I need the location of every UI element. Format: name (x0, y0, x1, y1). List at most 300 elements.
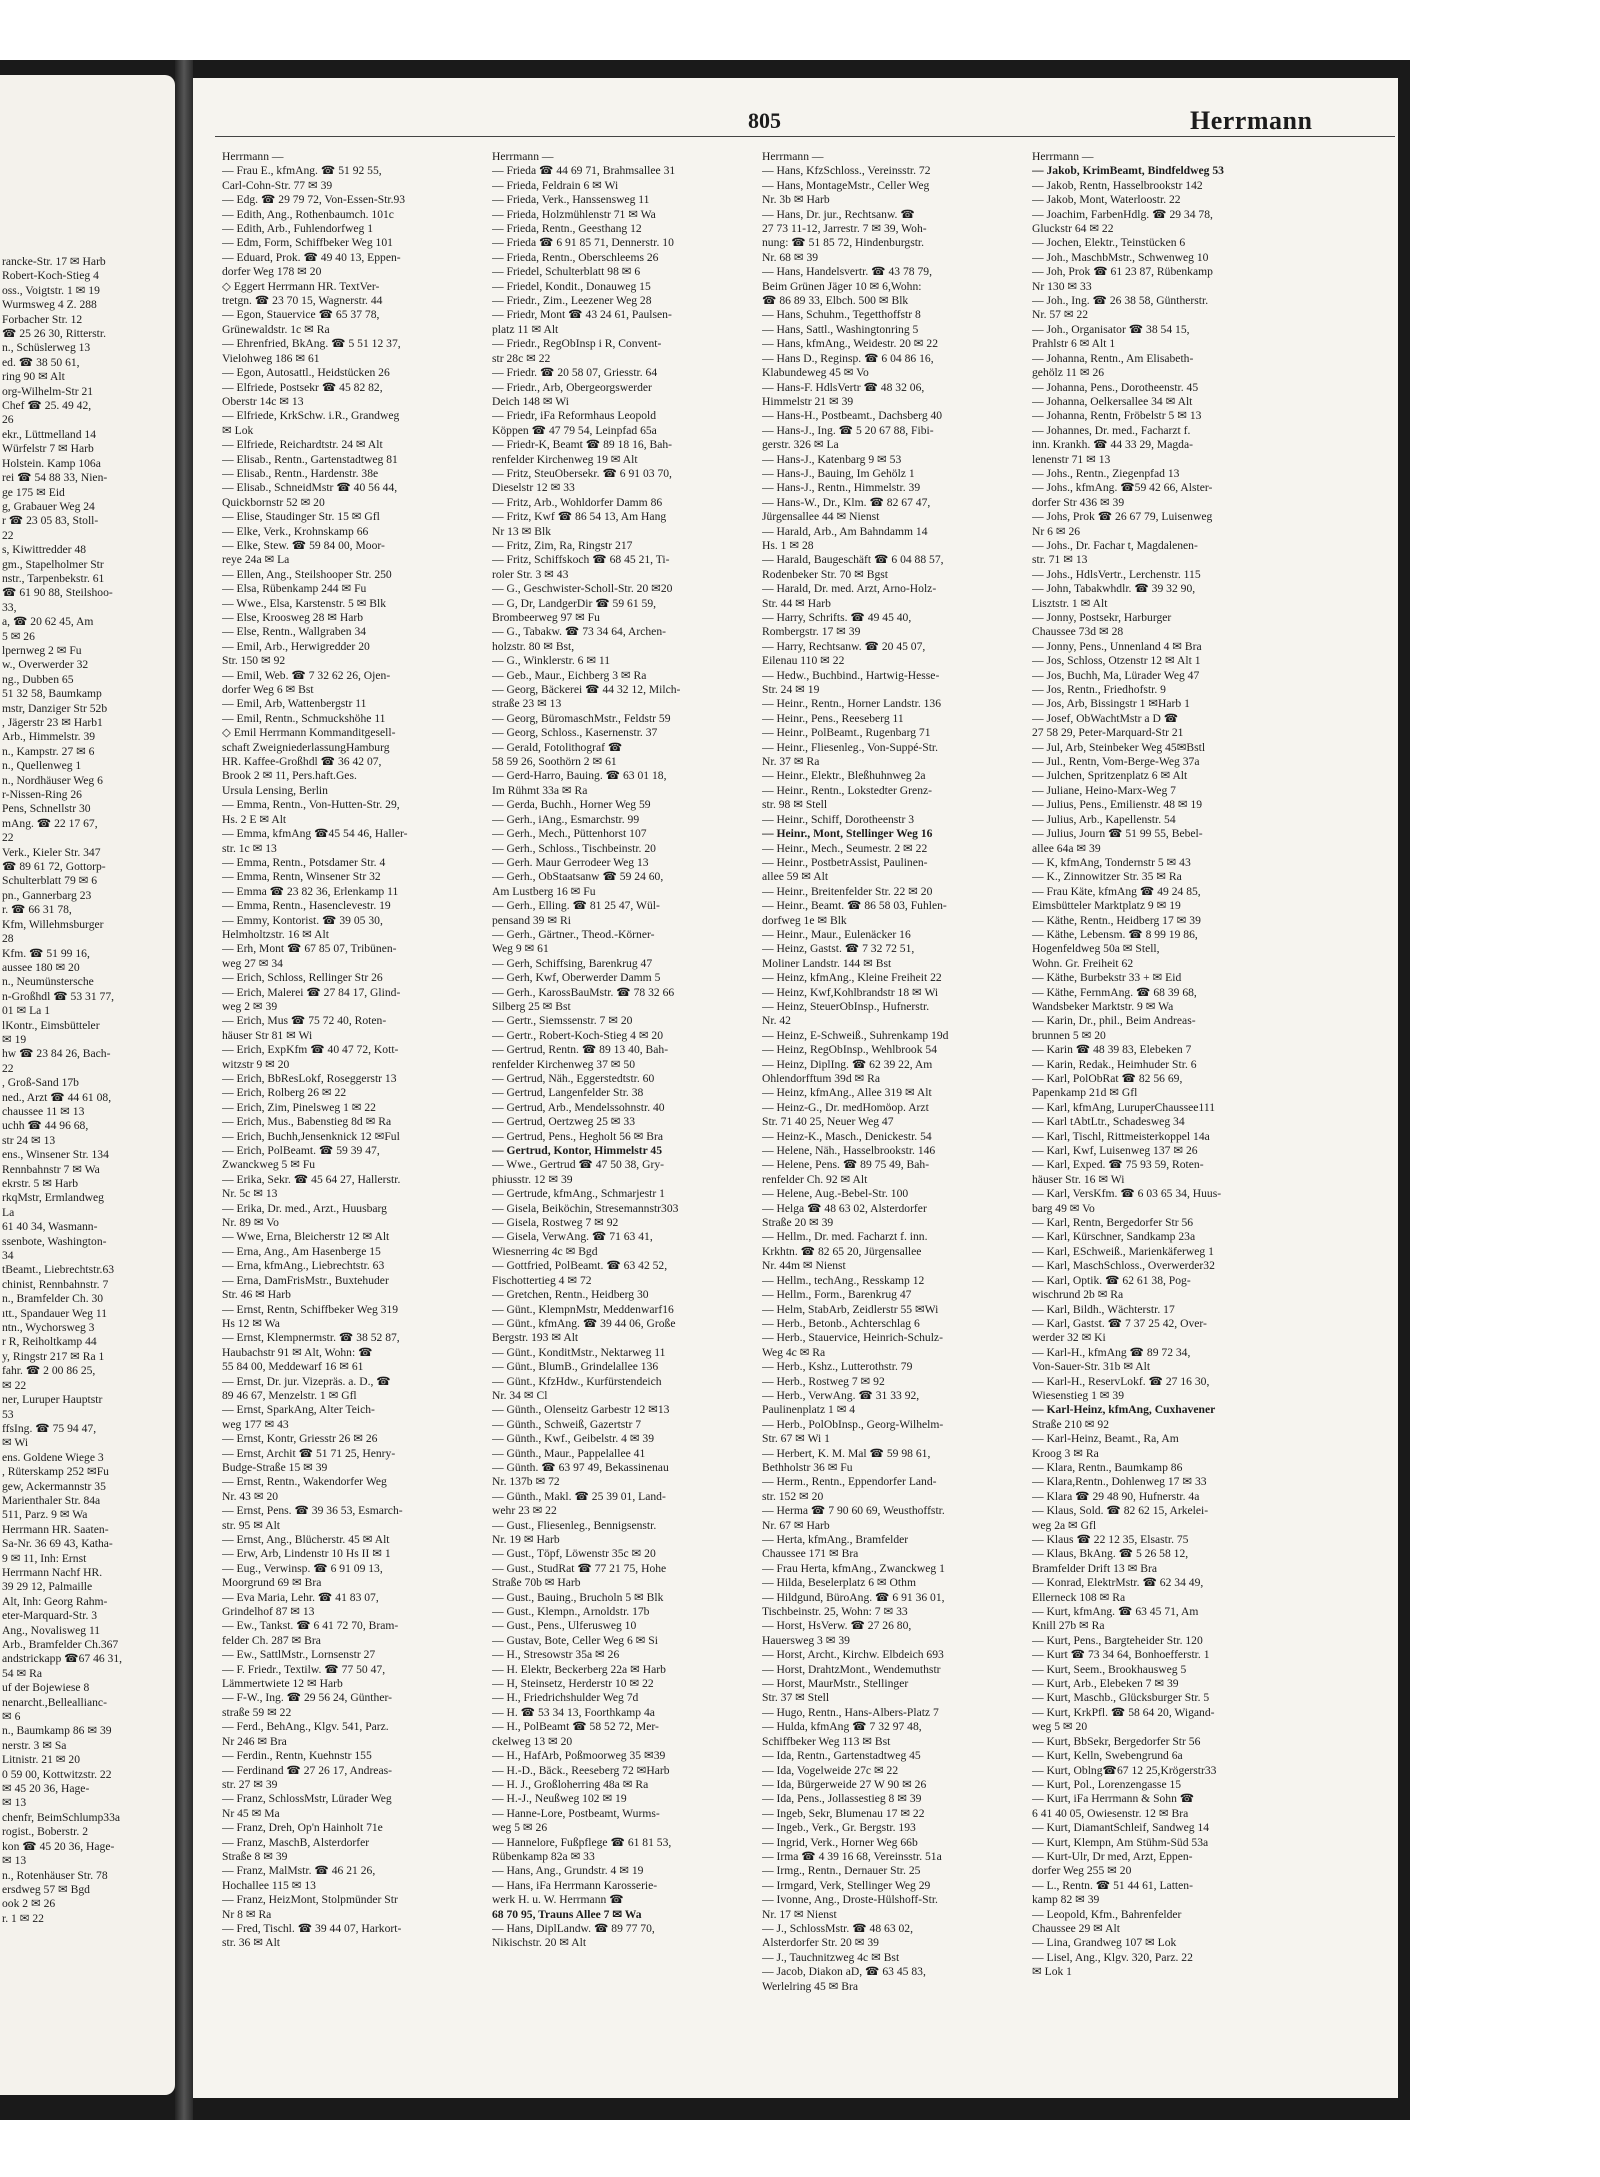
directory-entry-line: — Gerh, Kwf, Oberwerder Damm 5 (492, 971, 661, 985)
directory-entry-line: — Gertrud, Arb., Mendelssohnstr. 40 (492, 1100, 665, 1114)
directory-entry-line: nenarcht.,Belleallianc- (2, 1695, 107, 1709)
directory-entry-line: — Käthe, Burbekstr 33 + ✉ Eid (1032, 971, 1182, 985)
directory-entry-line: — Kurt, Oblng☎67 12 25,Krögerstr33 (1032, 1763, 1217, 1777)
directory-entry-line: Ellerneck 108 ✉ Ra (1032, 1590, 1126, 1604)
directory-entry-line: — Gerda, Buchh., Horner Weg 59 (492, 798, 651, 812)
directory-entry-line: — Edith, Ang., Rothenbaumch. 101c (222, 207, 394, 221)
directory-entry-line: Nr 45 ✉ Ma (222, 1806, 280, 1820)
directory-entry-line: — John, Tabakwhdlr. ☎ 39 32 90, (1032, 582, 1196, 596)
directory-entry-line: — Hans, Schuhm., Tegetthoffstr 8 (762, 308, 921, 322)
directory-entry-line: — Hans-J., Ing. ☎ 5 20 67 88, Fibi- (762, 423, 934, 437)
directory-entry-line: uchh ☎ 44 96 68, (2, 1119, 89, 1133)
directory-entry-line: — Herb., Rostweg 7 ✉ 92 (762, 1374, 885, 1388)
directory-entry-line: — Harald, Dr. med. Arzt, Arno-Holz- (762, 582, 937, 596)
directory-entry-line: — Emil, Arb., Herwigredder 20 (222, 639, 370, 653)
directory-entry-line: — Hedw., Buchbind., Hartwig-Hesse- (762, 668, 940, 682)
directory-entry-line: — Elisab., SchneidMstr ☎ 40 56 44, (222, 481, 398, 495)
directory-entry-line: — Jos, Schloss, Otzenstr 12 ✉ Alt 1 (1032, 654, 1201, 668)
directory-entry-line: straße 23 ✉ 13 (492, 697, 562, 711)
directory-entry-line: weg 177 ✉ 43 (222, 1417, 289, 1431)
directory-entry-line: — Karin, Dr., phil., Beim Andreas- (1032, 1014, 1196, 1028)
directory-entry-line: — Fred, Tischl. ☎ 39 44 07, Harkort- (222, 1921, 402, 1935)
directory-entry-line: Schiffbeker Weg 113 ✉ Bst (762, 1734, 891, 1748)
directory-entry-line: — Frau Herta, kfmAng., Zwanckweg 1 (762, 1561, 945, 1575)
directory-entry-line: — Erich, PolBeamt. ☎ 59 39 47, (222, 1144, 380, 1158)
directory-entry-line: — Kurt, Seem., Brookhausweg 5 (1032, 1662, 1187, 1676)
directory-entry-line: — Günth., Schweiß, Gazertstr 7 (492, 1417, 642, 1431)
directory-entry-line: Herrmann — (222, 150, 284, 163)
directory-entry-line: — J., Tauchnitzweg 4c ✉ Bst (762, 1950, 900, 1964)
directory-entry-line: Hogenfeldweg 50a ✉ Stell, (1032, 942, 1160, 956)
directory-entry-line: Nr. 137b ✉ 72 (492, 1475, 560, 1489)
directory-entry-line: — Franz, HeizMont, Stolpmünder Str (222, 1893, 398, 1907)
directory-entry-line: Grünewaldstr. 1c ✉ Ra (222, 322, 330, 336)
directory-entry-line: — Horst, Archt., Kirchw. Elbdeich 693 (762, 1648, 944, 1662)
directory-entry-line: reye 24a ✉ La (222, 553, 290, 567)
directory-entry-line: allee 64a ✉ 39 (1032, 841, 1101, 855)
directory-entry-line: — Klaus ☎ 22 12 35, Elsastr. 75 (1032, 1533, 1189, 1546)
directory-entry-line: — Julius, Journ ☎ 51 99 55, Bebel- (1032, 827, 1203, 841)
directory-entry-line: Tischbeinstr. 25, Wohn: 7 ✉ 33 (762, 1605, 908, 1619)
directory-entry-line: — Joachim, FarbenHdlg. ☎ 29 34 78, (1032, 207, 1213, 221)
directory-entry-line: — Käthe, FernmAng. ☎ 68 39 68, (1032, 985, 1197, 999)
directory-entry-line: — Eva Maria, Lehr. ☎ 41 83 07, (222, 1590, 379, 1604)
directory-entry-line: — Ferd., BehAng., Klgv. 541, Parz. (222, 1720, 389, 1734)
directory-entry-line: phiusstr. 12 ✉ 39 (492, 1172, 573, 1186)
directory-entry-line: — Heinr., Rentn., Horner Landstr. 136 (762, 697, 942, 711)
directory-entry-line: — Gust., StudRat ☎ 77 21 75, Hohe (492, 1561, 667, 1575)
directory-entry-line: — Karl, Kürschner, Sandkamp 23a (1032, 1230, 1196, 1244)
directory-entry-line: str. 98 ✉ Stell (762, 798, 828, 812)
directory-entry-line: , Rüterskamp 252 ✉Fu (2, 1465, 109, 1479)
directory-entry-line: — Jakob, Mont, Waterloostr. 22 (1032, 193, 1181, 207)
directory-entry-line: — Günth., Olenseitz Garbestr 12 ✉13 (492, 1403, 670, 1417)
directory-entry-line: — Karl, VersKfm. ☎ 6 03 65 34, Huus- (1032, 1187, 1222, 1201)
directory-entry-line: — Friedr. ☎ 20 58 07, Griesstr. 64 (492, 366, 658, 380)
directory-entry-line: — Heinr., Mont, Stellinger Weg 16 (762, 827, 933, 841)
directory-entry-line: — Emma, kfmAng ☎45 54 46, Haller- (222, 827, 408, 841)
directory-entry-line: Str. 71 40 25, Neuer Weg 47 (762, 1115, 894, 1129)
directory-entry-line: Rombergstr. 17 ✉ 39 (762, 625, 861, 639)
directory-entry-line: häuser Str. 16 ✉ Wi (1032, 1172, 1125, 1186)
directory-entry-line: ☎ 89 61 72, Gottorp- (2, 860, 106, 874)
directory-entry-line: Weg 9 ✉ 61 (492, 942, 549, 956)
directory-entry-line: — Lina, Grandweg 107 ✉ Lok (1032, 1936, 1177, 1950)
directory-entry-line: — Ew., Tankst. ☎ 6 41 72 70, Bram- (222, 1619, 399, 1633)
directory-entry-line: — Harald, Baugeschäft ☎ 6 04 88 57, (762, 553, 944, 567)
directory-entry-line: ned., Arzt ☎ 44 61 08, (2, 1090, 112, 1104)
directory-entry-line: Ursula Lensing, Berlin (222, 783, 328, 797)
directory-entry-line: n-Großhdl ☎ 53 31 77, (2, 989, 115, 1003)
directory-entry-line: — Erika, Sekr. ☎ 45 64 27, Hallerstr. (222, 1172, 401, 1186)
directory-entry-line: — Elke, Stew. ☎ 59 84 00, Moor- (222, 538, 385, 552)
directory-entry-line: — Ernst, Kontr, Griesstr 26 ✉ 26 (222, 1432, 378, 1446)
directory-entry-line: Nr. 44m ✉ Nienst (762, 1259, 846, 1273)
directory-entry-line: — Klara ☎ 29 48 90, Hufnerstr. 4a (1032, 1489, 1200, 1503)
directory-entry-line: — Gisela, Rostweg 7 ✉ 92 (492, 1216, 619, 1230)
directory-entry-line: — Erna, Ang., Am Hasenberge 15 (222, 1244, 381, 1258)
directory-entry-line: — Frieda, Verk., Hanssensweg 11 (492, 193, 650, 207)
directory-entry-line: — Fritz, Zim, Ra, Ringstr 217 (492, 538, 633, 552)
directory-entry-line: 61 40 34, Wasmann- (2, 1220, 98, 1234)
directory-entry-line: Oberstr 14c ✉ 13 (222, 394, 304, 408)
directory-entry-line: — Frieda, Rentn., Oberschleems 26 (492, 250, 659, 264)
directory-entry-line: — Harald, Arb., Am Bahndamm 14 (762, 524, 928, 538)
directory-entry-line: — Herb., Betonb., Achterschlag 6 (762, 1316, 920, 1330)
directory-entry-line: — Egon, Stauervice ☎ 65 37 78, (222, 308, 380, 322)
directory-entry-line: y, Ringstr 217 ✉ Ra 1 (2, 1349, 105, 1363)
directory-entry-line: Bramfelder Drift 13 ✉ Bra (1032, 1561, 1157, 1575)
directory-entry-line: 26 (2, 413, 14, 427)
directory-entry-line: — Erw, Arb, Lindenstr 10 Hs II ✉ 1 (222, 1547, 391, 1561)
directory-entry-line: — Frieda ☎ 6 91 85 71, Dennerstr. 10 (492, 236, 674, 250)
directory-entry-line: tBeamt., Liebrechtstr.63 (2, 1263, 115, 1277)
directory-entry-line: — Johanna, Oelkersallee 34 ✉ Alt (1032, 394, 1193, 408)
directory-entry-line: r-Nissen-Ring 26 (2, 788, 82, 802)
directory-entry-line: — Gisela, VerwAng. ☎ 71 63 41, (492, 1230, 653, 1244)
directory-entry-line: — Heinr., Mech., Seumestr. 2 ✉ 22 (762, 841, 928, 855)
directory-entry-line: 511, Parz. 9 ✉ Wa (2, 1508, 88, 1522)
directory-entry-line: aussee 180 ✉ 20 (2, 960, 80, 974)
directory-entry-line: — Jos, Rentn., Friedhofstr. 9 (1032, 683, 1166, 697)
directory-entry-line: — Karl, Gastst. ☎ 7 37 25 42, Over- (1032, 1316, 1207, 1330)
directory-entry-line: — Karl, Kwf, Luisenweg 137 ✉ 26 (1032, 1144, 1198, 1158)
directory-entry-line: — Heinz, SteuerObInsp., Hufnerstr. (762, 999, 930, 1013)
directory-entry-line: — Herbert, K. M. Mal ☎ 59 98 61, (762, 1446, 931, 1460)
directory-entry-line: Kfm, Willehmsburger (2, 917, 104, 931)
directory-entry-line: Nr. 57 ✉ 22 (1032, 308, 1089, 322)
directory-entry-line: — Friedr., Zim., Leezener Weg 28 (492, 294, 652, 308)
directory-entry-line: — Herb., Kshz., Lutterothstr. 79 (762, 1360, 913, 1374)
directory-entry-line: Wurmsweg 4 Z. 288 (2, 298, 97, 312)
directory-entry-line: Robert-Koch-Stieg 4 (2, 269, 99, 283)
directory-entry-line: — Karl, Rentn, Bergedorfer Str 56 (1032, 1216, 1194, 1230)
directory-entry-line: — Johanna, Rentn, Fröbelstr 5 ✉ 13 (1032, 409, 1202, 423)
directory-entry-line: — Helene, Näh., Hasselbrookstr. 146 (762, 1144, 936, 1158)
directory-entry-line: — Georg, BüromaschMstr., Feldstr 59 (492, 711, 671, 725)
directory-entry-line: La (2, 1205, 15, 1219)
directory-entry-line: Chaussee 73d ✉ 28 (1032, 625, 1124, 639)
directory-entry-line: Herrmann — (1032, 150, 1094, 163)
directory-entry-line: weg 5 ✉ 20 (1032, 1720, 1088, 1734)
directory-entry-line: r R, Reiholtkamp 44 (2, 1335, 97, 1349)
directory-entry-line: nstr., Tarpenbekstr. 61 (2, 571, 105, 585)
directory-entry-line: ✉ 13 (2, 1796, 27, 1810)
directory-entry-line: ✉ 13 (2, 1854, 27, 1868)
directory-entry-line: — Franz, SchlossMstr, Lürader Weg (222, 1792, 392, 1806)
directory-entry-line: — Juliane, Heino-Marx-Weg 7 (1032, 783, 1176, 797)
directory-entry-line: — Hans, DiplLandw. ☎ 89 77 70, (492, 1921, 655, 1935)
directory-entry-line: — Harry, Schrifts. ☎ 49 45 40, (762, 611, 912, 624)
directory-entry-line: Sa-Nr. 36 69 43, Katha- (2, 1537, 113, 1551)
directory-entry-line: 58 59 26, Soothörn 2 ✉ 61 (492, 755, 617, 769)
directory-entry-line: — Kurt, DiamantSchleif, Sandweg 14 (1032, 1821, 1210, 1835)
directory-entry-line: — Lisel, Ang., Klgv. 320, Parz. 22 (1032, 1950, 1193, 1964)
directory-entry-line: ıtt., Spandauer Weg 11 (2, 1306, 107, 1320)
directory-entry-line: Nr. 67 ✉ Harb (762, 1518, 830, 1532)
directory-entry-line: Straße 8 ✉ 39 (222, 1849, 288, 1863)
directory-entry-line: — Harry, Rechtsanw. ☎ 20 45 07, (762, 639, 926, 653)
directory-entry-line: Lämmertwiete 12 ✉ Harb (222, 1677, 343, 1691)
directory-entry-line: — Ernst, Pens. ☎ 39 36 53, Esmarch- (222, 1504, 403, 1518)
directory-entry-line: r. ☎ 66 31 78, (2, 903, 72, 917)
directory-entry-line: — Fritz, Arb., Wohldorfer Damm 86 (492, 495, 663, 509)
directory-entry-line: — Ernst, Klempnermstr. ☎ 38 52 87, (222, 1331, 400, 1345)
directory-entry-line: fahr. ☎ 2 00 86 25, (2, 1364, 96, 1378)
directory-entry-line: — Erich, Schloss, Rellinger Str 26 (222, 971, 383, 985)
directory-entry-line: Arb., Bramfelder Ch.367 (2, 1638, 119, 1651)
directory-entry-line: Dieselstr 12 ✉ 33 (492, 481, 575, 495)
directory-entry-line: — H. ☎ 53 34 13, Foorthkamp 4a (492, 1705, 655, 1719)
directory-entry-line: Nr 6 ✉ 26 (1032, 524, 1081, 538)
directory-entry-line: gerstr. 326 ✉ La (762, 438, 839, 452)
directory-entry-line: — Karl tAbtLtr., Schadesweg 34 (1032, 1115, 1185, 1129)
directory-entry-line: barg 49 ✉ Vo (1032, 1201, 1095, 1215)
directory-entry-line: — Gerh., KarossBauMstr. ☎ 78 32 66 (492, 985, 675, 999)
directory-entry-line: — Heinz-K., Masch., Denickestr. 54 (762, 1129, 932, 1143)
directory-entry-line: — H.-J., Neußweg 102 ✉ 19 (492, 1792, 627, 1806)
directory-entry-line: — Gerald, Fotolithograf ☎ (492, 740, 623, 754)
directory-entry-line: str. 95 ✉ Alt (222, 1518, 281, 1532)
directory-entry-line: — Emil, Arb, Wattenbergstr 11 (222, 697, 367, 711)
directory-entry-line: nung: ☎ 51 85 72, Hindenburgstr. (762, 236, 925, 250)
directory-entry-line: — Ingeb., Verk., Gr. Bergstr. 193 (762, 1821, 916, 1835)
directory-entry-line: — Jacob, Diakon aD, ☎ 63 45 83, (762, 1965, 926, 1979)
directory-entry-line: weg 27 ✉ 34 (222, 956, 283, 970)
directory-entry-line: gm., Stapelholmer Str (2, 557, 104, 571)
directory-entry-line: — Gust., Klempn., Arnoldstr. 17b (492, 1605, 650, 1619)
directory-entry-line: — Hans, iFa Herrmann Karosserie- (492, 1878, 658, 1892)
directory-entry-line: — Hannelore, Fußpflege ☎ 61 81 53, (492, 1835, 672, 1849)
directory-entry-line: — Heinz, RegObInsp., Wehlbrook 54 (762, 1043, 937, 1057)
directory-entry-line: — Elisab., Rentn., Hardenstr. 38e (222, 466, 379, 480)
directory-entry-line: — Hans D., Reginsp. ☎ 6 04 86 16, (762, 351, 934, 365)
directory-entry-line: — Geb., Maur., Eichberg 3 ✉ Ra (492, 668, 647, 682)
directory-entry-line: Nr. 43 ✉ 20 (222, 1489, 279, 1503)
directory-entry-line: rkqMstr, Ermlandweg (2, 1191, 104, 1205)
directory-entry-line: — Gertrud, Kontor, Himmelstr 45 (492, 1144, 663, 1158)
directory-entry-line: — Gertr., Siemssenstr. 7 ✉ 20 (492, 1014, 633, 1028)
directory-entry-line: Brombeerweg 97 ✉ Fu (492, 611, 600, 624)
directory-entry-line: Silberg 25 ✉ Bst (492, 999, 571, 1013)
directory-entry-line: — Hans, Dr. jur., Rechtsanw. ☎ (762, 207, 915, 221)
directory-entry-line: 39 29 12, Palmaille (2, 1580, 93, 1594)
directory-entry-line: Kfm. ☎ 51 99 16, (2, 946, 90, 960)
directory-entry-line: — Hans, Ang., Grundstr. 4 ✉ 19 (492, 1864, 644, 1878)
directory-entry-line: werk H. u. W. Herrmann ☎ (492, 1893, 624, 1907)
directory-entry-line: ens. Goldene Wiege 3 (2, 1450, 104, 1464)
directory-entry-line: g, Grabauer Weg 24 (2, 499, 95, 513)
directory-entry-line: Köppen ☎ 47 79 54, Leinpfad 65a (492, 423, 657, 437)
directory-entry-line: — F-W., Ing. ☎ 29 56 24, Günther- (222, 1691, 392, 1705)
directory-entry-line: — Günth., Makl. ☎ 25 39 01, Land- (492, 1489, 666, 1503)
directory-entry-line: str 28c ✉ 22 (492, 351, 551, 365)
directory-entry-line: — Heinr., Schiff, Dorotheenstr 3 (762, 812, 915, 826)
directory-entry-line: — Hans-H., Postbeamt., Dachsberg 40 (762, 409, 943, 423)
directory-entry-line: — Jos, Buchh, Ma, Lürader Weg 47 (1032, 668, 1200, 682)
directory-entry-line: — Friedr., RegObInsp i R, Convent- (492, 337, 662, 351)
directory-entry-line: — Ehrenfried, BkAng. ☎ 5 51 12 37, (222, 337, 401, 351)
directory-entry-line: — Franz, MalMstr. ☎ 46 21 26, (222, 1864, 376, 1878)
directory-entry-line: Arb., Himmelstr. 39 (2, 730, 96, 744)
directory-entry-line: — Ernst, Rentn., Wakendorfer Weg (222, 1475, 387, 1489)
directory-entry-line: Nr 8 ✉ Ra (222, 1907, 272, 1921)
directory-entry-line: — Johs., Rentn., Ziegenpfad 13 (1032, 466, 1180, 480)
directory-entry-line: — Emil, Web. ☎ 7 32 62 26, Ojen- (222, 668, 391, 682)
directory-entry-line: — Gust., Bauing., Brucholn 5 ✉ Blk (492, 1590, 664, 1604)
directory-entry-line: chenfr, BeimSchlump33a (2, 1810, 121, 1824)
directory-entry-line: 0 59 00, Kottwitzstr. 22 (2, 1767, 112, 1781)
directory-entry-line: — Karl, Bildh., Wächterstr. 17 (1032, 1302, 1175, 1316)
directory-entry-line: Nr. 19 ✉ Harb (492, 1533, 560, 1546)
directory-entry-line: — Jakob, KrimBeamt, Bindfeldweg 53 (1032, 164, 1224, 178)
directory-entry-line: — Leopold, Kfm., Bahrenfelder (1032, 1907, 1182, 1921)
directory-entry-line: — Gerh., Mech., Püttenhorst 107 (492, 827, 647, 841)
directory-entry-line: str. 1c ✉ 13 (222, 841, 277, 855)
directory-entry-line: ckelweg 13 ✉ 20 (492, 1734, 573, 1748)
directory-entry-line: — Elfriede, Reichardtstr. 24 ✉ Alt (222, 438, 383, 452)
directory-entry-line: Wohn. Gr. Freiheit 62 (1032, 956, 1134, 970)
directory-entry-line: — Jakob, Rentn, Hasselbrookstr 142 (1032, 178, 1203, 192)
directory-entry-line: — Hulda, kfmAng ☎ 7 32 97 48, (762, 1720, 922, 1734)
directory-entry-line: Hochallee 115 ✉ 13 (222, 1878, 316, 1892)
directory-entry-line: brunnen 5 ✉ 20 (1032, 1028, 1106, 1042)
directory-entry-line: — Horst, DrahtzMont., Wendemuthstr (762, 1662, 941, 1676)
directory-entry-line: — Karl, PolObRat ☎ 82 56 69, (1032, 1072, 1183, 1085)
directory-entry-line: — Hellm., Dr. med. Facharzt f. inn. (762, 1230, 928, 1244)
directory-entry-line: ntn., Wychorsweg 3 (2, 1321, 95, 1335)
directory-entry-line: Str. 67 ✉ Wi 1 (762, 1432, 830, 1446)
directory-entry-line: — Frieda, Holzmühlenstr 71 ✉ Wa (492, 207, 656, 221)
directory-entry-line: Lisztstr. 1 ✉ Alt (1032, 596, 1108, 610)
directory-entry-line: — Horst, MaurMstr., Stellinger (762, 1677, 909, 1691)
directory-entry-line: Nr. 17 ✉ Nienst (762, 1907, 837, 1921)
directory-entry-line: n., Rotenhäuser Str. 78 (2, 1868, 108, 1882)
directory-entry-line: — Günt., kfmAng. ☎ 39 44 06, Große (492, 1316, 676, 1330)
directory-entry-line: — Karl-H., ReservLokf. ☎ 27 16 30, (1032, 1374, 1210, 1388)
directory-entry-line: — G., Tabakw. ☎ 73 34 64, Archen- (492, 625, 666, 639)
directory-entry-line: n., Neumünstersche (2, 975, 94, 989)
directory-entry-line: — Friedr, Mont ☎ 43 24 61, Paulsen- (492, 308, 672, 322)
directory-entry-line: — Elsa, Rübenkamp 244 ✉ Fu (222, 582, 367, 596)
directory-entry-line: Paulinenplatz 1 ✉ 4 (762, 1403, 856, 1417)
directory-entry-line: — H. J., Großloherring 48a ✉ Ra (492, 1777, 649, 1791)
directory-entry-line: — Jul, Arb, Steinbeker Weg 45✉Bstl (1032, 740, 1206, 754)
directory-entry-line: pensand 39 ✉ Ri (492, 913, 571, 927)
directory-entry-line: — Frieda ☎ 44 69 71, Brahmsallee 31 (492, 164, 676, 178)
directory-entry-line: — Erich, ExpKfm ☎ 40 47 72, Kott- (222, 1043, 399, 1057)
directory-entry-line: — Frieda, Feldrain 6 ✉ Wi (492, 178, 619, 192)
directory-entry-line: Hs 12 ✉ Wa (222, 1316, 280, 1330)
directory-column-3 (762, 150, 1024, 2090)
directory-entry-line: — K., Zinnowitzer Str. 35 ✉ Ra (1032, 870, 1182, 884)
directory-entry-line: — Wwe, Erna, Bleicherstr 12 ✉ Alt (222, 1230, 390, 1244)
directory-entry-line: — Hans-J., Katenbarg 9 ✉ 53 (762, 452, 902, 466)
directory-entry-line: — Kurt, iFa Herrmann & Sohn ☎ (1032, 1792, 1195, 1806)
directory-entry-line: — Emma, Rentn., Hasenclevestr. 19 (222, 899, 391, 913)
directory-entry-line: — Erh, Mont ☎ 67 85 07, Tribünen- (222, 942, 397, 956)
directory-entry-line: — Ernst, Archit ☎ 51 71 25, Henry- (222, 1446, 396, 1460)
directory-entry-line: ffsIng. ☎ 75 94 47, (2, 1421, 97, 1435)
directory-entry-line: — Heinz, DiplIng. ☎ 62 39 22, Am (762, 1057, 933, 1071)
directory-entry-line: ge 175 ✉ Eid (2, 485, 65, 499)
directory-entry-line: — Hellm., Form., Barenkrug 47 (762, 1288, 912, 1302)
directory-entry-line: — Georg, Schloss., Kasernenstr. 37 (492, 726, 658, 740)
directory-entry-line: — Helene, Pens. ☎ 89 75 49, Bah- (762, 1158, 930, 1172)
directory-entry-line: — Kurt-Ulr, Dr med, Arzt, Eppen- (1032, 1849, 1193, 1863)
directory-entry-line: — Erich, Malerei ☎ 27 84 17, Glind- (222, 985, 401, 999)
directory-entry-line: — Fritz, SteuObersekr. ☎ 6 91 03 70, (492, 466, 672, 480)
directory-entry-line: Weg 4c ✉ Ra (762, 1345, 826, 1359)
directory-entry-line: ssenbote, Washington- (2, 1234, 107, 1248)
directory-entry-line: dorfer Str 436 ✉ 39 (1032, 495, 1125, 509)
directory-entry-line: , Jägerstr 23 ✉ Harb1 (2, 716, 103, 729)
directory-entry-line: — Heinr., Fliesenleg., Von-Suppé-Str. (762, 740, 939, 754)
directory-entry-line: Alsterdorfer Str. 20 ✉ 39 (762, 1936, 879, 1950)
directory-entry-line: — Erika, Dr. med., Arzt., Huusbarg (222, 1201, 387, 1215)
directory-entry-line: — Jul., Rentn, Vom-Berge-Weg 37a (1032, 755, 1200, 769)
directory-entry-line: Nr 246 ✉ Bra (222, 1734, 287, 1748)
directory-entry-line: Herrmann — (492, 150, 554, 163)
directory-entry-line: — Erich, Mus ☎ 75 72 40, Roten- (222, 1014, 387, 1028)
left-page-column (2, 255, 172, 2095)
book-gutter (175, 60, 193, 2120)
directory-entry-line: wischrund 2b ✉ Ra (1032, 1288, 1124, 1302)
directory-entry-line: — Kurt, Pol., Lorenzengasse 15 (1032, 1777, 1182, 1791)
directory-entry-line: — Klaus, Sold. ☎ 82 62 15, Arkelei- (1032, 1504, 1209, 1518)
directory-entry-line: Hs. 2 E ✉ Alt (222, 812, 287, 826)
directory-entry-line: — Gretchen, Rentn., Heidberg 30 (492, 1288, 649, 1302)
directory-entry-line: Rübenkamp 82a ✉ 33 (492, 1849, 595, 1863)
directory-entry-line: renfelder Kirchenweg 37 ✉ 50 (492, 1057, 635, 1071)
directory-entry-line: str 24 ✉ 13 (2, 1133, 56, 1147)
directory-entry-line: 51 32 58, Baumkamp (2, 687, 102, 701)
directory-entry-line: Nikischstr. 20 ✉ Alt (492, 1936, 587, 1950)
directory-entry-line: Str. 150 ✉ 92 (222, 654, 286, 668)
directory-entry-line: ☎ 25 26 30, Ritterstr. (2, 327, 106, 341)
directory-entry-line: Brook 2 ✉ 11, Pers.haft.Ges. (222, 769, 357, 783)
directory-entry-line: — H., Stresowstr 35a ✉ 26 (492, 1648, 620, 1662)
directory-entry-line: — Ingrid, Verk., Horner Weg 66b (762, 1835, 918, 1849)
directory-entry-line: Knill 27b ✉ Ra (1032, 1619, 1105, 1633)
directory-entry-line: — Ernst, Rentn, Schiffbeker Weg 319 (222, 1302, 399, 1316)
directory-entry-line: — Georg, Bäckerei ☎ 44 32 12, Milch- (492, 683, 681, 697)
directory-entry-line: — Hildgund, BüroAng. ☎ 6 91 36 01, (762, 1590, 945, 1604)
directory-entry-line: Marienthaler Str. 84a (2, 1493, 101, 1507)
directory-entry-line: ☎ 61 90 88, Steilshoo- (2, 586, 113, 600)
directory-entry-line: Würfelstr 7 ✉ Harb (2, 442, 94, 456)
directory-entry-line: org-Wilhelm-Str 21 (2, 384, 94, 398)
directory-entry-line: ✉ Lok 1 (1032, 1965, 1072, 1979)
directory-entry-line: — Gust., Töpf, Löwenstr 35c ✉ 20 (492, 1547, 656, 1561)
directory-entry-line: — Emma, Rentn., Potsdamer Str. 4 (222, 855, 386, 869)
directory-column-1 (222, 150, 484, 2090)
directory-entry-line: — Heinr., PostbetrAssist, Paulinen- (762, 855, 928, 869)
directory-entry-line: — Ew., SattlMstr., Lornsenstr 27 (222, 1648, 376, 1662)
directory-entry-line: — Gottfried, PolBeamt. ☎ 63 42 52, (492, 1259, 668, 1273)
directory-entry-line: — Hans-J., Rentn., Himmelstr. 39 (762, 481, 921, 495)
directory-entry-line: ook 2 ✉ 26 (2, 1897, 56, 1911)
directory-entry-line: Werlelring 45 ✉ Bra (762, 1979, 859, 1993)
directory-entry-line: — J., SchlossMstr. ☎ 48 63 02, (762, 1921, 914, 1935)
directory-entry-line: — Herma ☎ 7 90 60 69, Weusthoffstr. (762, 1504, 945, 1518)
directory-entry-line: Am Lustberg 16 ✉ Fu (492, 884, 596, 898)
directory-entry-line: — Kurt, Maschb., Glücksburger Str. 5 (1032, 1691, 1210, 1705)
directory-entry-line: Hauersweg 3 ✉ 39 (762, 1633, 850, 1647)
directory-entry-line: r ☎ 23 05 83, Stoll- (2, 514, 99, 528)
directory-entry-line: Nr. 34 ✉ Cl (492, 1388, 548, 1402)
directory-entry-line: — Egon, Autosattl., Heidstücken 26 (222, 366, 390, 380)
